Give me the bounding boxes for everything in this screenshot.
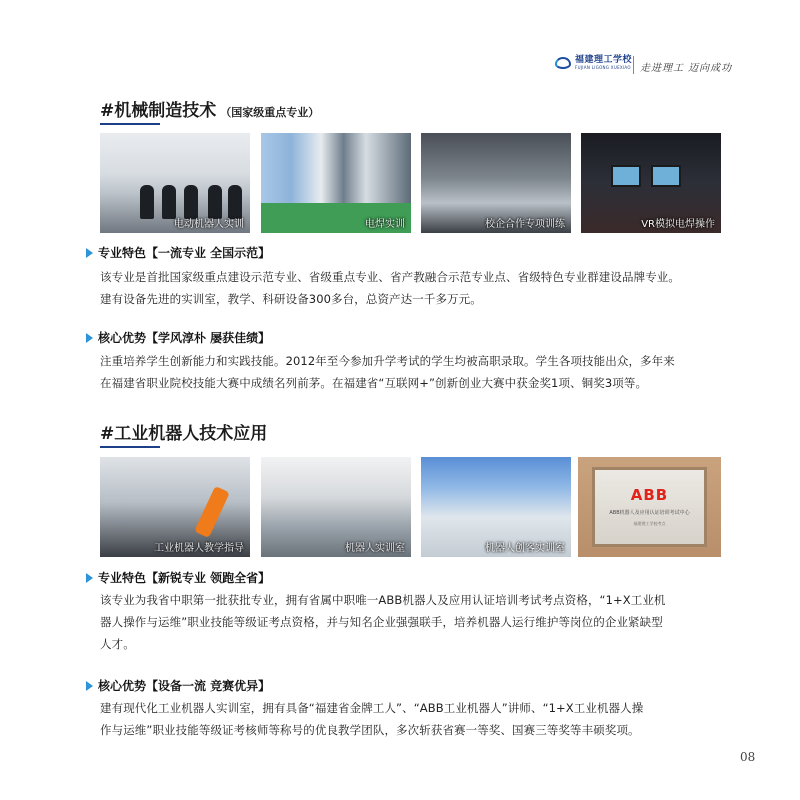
photo-vr-welding (581, 133, 721, 233)
plaque-text: ABB机器人及应用认证培训考试中心 (609, 510, 690, 516)
feature-heading-text: 专业特色【新锐专业 领跑全省】 (98, 571, 271, 585)
photo-caption: 机器人实训室 (345, 543, 405, 554)
triangle-bullet-icon (86, 573, 93, 583)
feature-paragraph (100, 589, 750, 655)
photo-caption: VR模拟电焊操作 (641, 219, 715, 230)
feature-paragraph (100, 266, 750, 310)
photo-robot-maker-lab (421, 457, 571, 557)
photo-robot-lab (261, 457, 411, 557)
feature-paragraph (100, 697, 750, 741)
school-emblem-icon (555, 57, 571, 69)
section-title-text: #工业机器人技术应用 (100, 424, 268, 444)
paragraph-line: 建有现代化工业机器人实训室，拥有具备“福建省金牌工人”、“ABB工业机器人”讲师、“1+X工业机器人操 (100, 701, 644, 715)
school-name: 福建理工学校 (575, 55, 633, 65)
section-title-text: #机械制造技术 (100, 101, 217, 121)
title-underline (100, 446, 160, 448)
photo-caption: 电焊实训 (365, 219, 405, 230)
paragraph-line: 器人操作与运维”职业技能等级证考点资格，并与知名企业强强联手，培养机器人运行维护等岗位的企业紧缺型 (100, 615, 663, 629)
photo-caption: 电动机器人实训 (174, 219, 244, 230)
photo-caption: 机器人创客实训室 (485, 543, 565, 554)
title-underline (100, 123, 160, 125)
paragraph-line: 注重培养学生创新能力和实践技能。2012年至今参加升学考试的学生均被高职录取。学生各项技能出众，多年来 (100, 354, 675, 368)
paragraph-line: 建有设备先进的实训室，教学、科研设备300多台，总资产达一千多万元。 (100, 292, 482, 306)
triangle-bullet-icon (86, 333, 93, 343)
triangle-bullet-icon (86, 248, 93, 258)
page-number: 08 (740, 750, 756, 764)
photo-caption: 工业机器人教学指导 (154, 543, 244, 554)
header-divider (633, 56, 634, 74)
slogan: 走进理工 迈向成功 (640, 63, 733, 74)
section-title-mechanical (100, 96, 319, 121)
feature-heading (86, 329, 270, 346)
paragraph-line: 作与运维”职业技能等级证考核师等称号的优良教学团队，多次斩获省赛一等奖、国赛三等奖等丰硕奖项。 (100, 723, 640, 737)
section-title-robotics (100, 419, 267, 444)
paragraph-line: 在福建省职业院校技能大赛中成绩名列前茅。在福建省“互联网+”创新创业大赛中获金奖1项、铜奖3项等。 (100, 376, 648, 390)
photo-enterprise-training (421, 133, 571, 233)
paragraph-line: 该专业是首批国家级重点建设示范专业、省级重点专业、省产教融合示范专业点、省级特色专业群建设品牌专业。 (100, 270, 680, 284)
school-name-en: FUJIAN LIGONG XUEXIAO (575, 65, 631, 70)
photo-caption: 校企合作专项训练 (485, 219, 565, 230)
feature-paragraph (100, 350, 750, 394)
feature-heading-text: 专业特色【一流专业 全国示范】 (98, 246, 271, 260)
photo-robot-training (100, 133, 250, 233)
photo-abb-plaque (578, 457, 721, 557)
school-logo (555, 56, 632, 70)
abb-logo: ABB (630, 486, 669, 504)
paragraph-line: 该专业为我省中职第一批获批专业，拥有省属中职唯一ABB机器人及应用认证培训考试考点资格，“1+X工业机 (100, 593, 666, 607)
feature-heading (86, 677, 270, 694)
paragraph-line: 人才。 (100, 637, 135, 651)
feature-heading (86, 244, 270, 261)
photo-welding-training (261, 133, 411, 233)
feature-heading-text: 核心优势【学风淳朴 屡获佳绩】 (98, 331, 271, 345)
abb-certification-plaque (592, 467, 707, 547)
feature-heading (86, 569, 270, 586)
triangle-bullet-icon (86, 681, 93, 691)
feature-heading-text: 核心优势【设备一流 竞赛优异】 (98, 679, 271, 693)
section-subtitle: （国家级重点专业） (220, 106, 320, 119)
plaque-text: 福建理工学校考点 (633, 520, 666, 526)
photo-robot-teaching (100, 457, 250, 557)
